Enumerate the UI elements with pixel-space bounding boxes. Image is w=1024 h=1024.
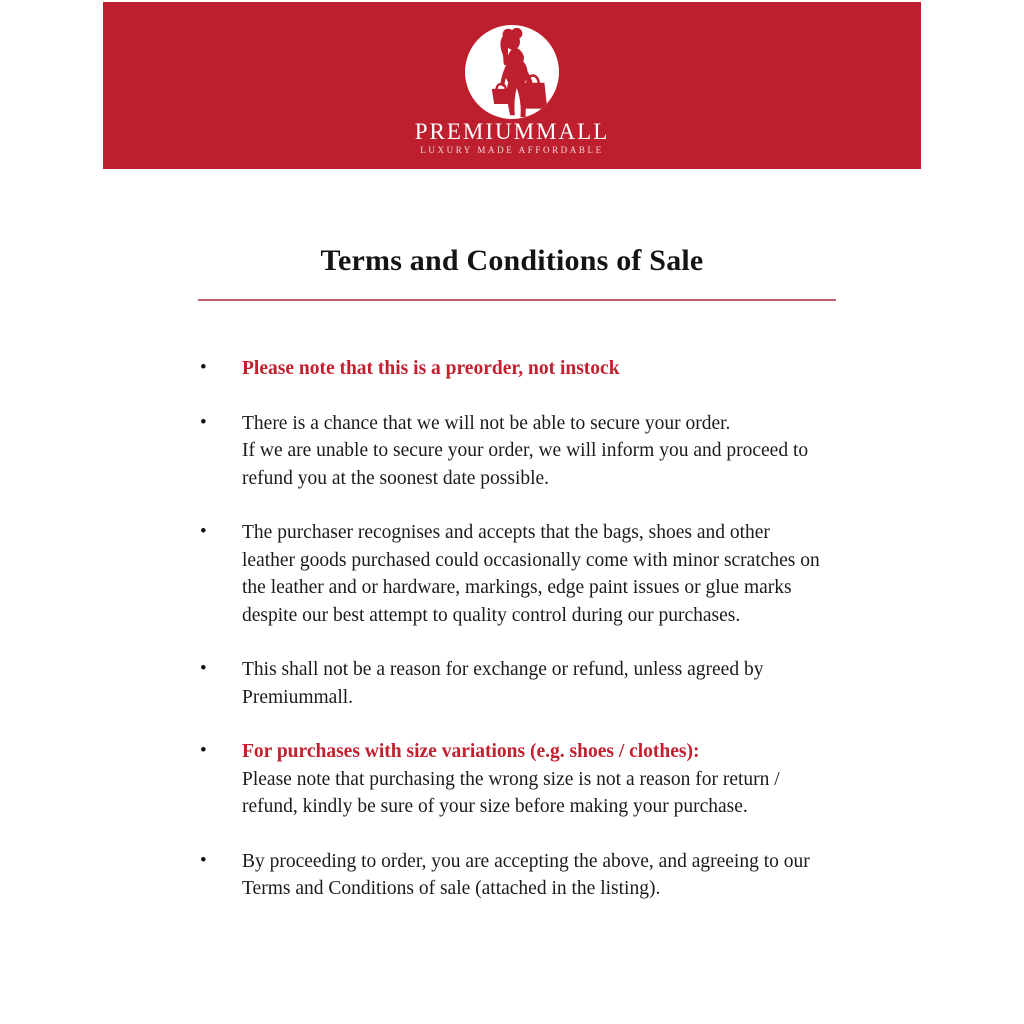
- terms-line: despite our best attempt to quality control during our purchases.: [242, 604, 741, 626]
- bullet-icon: •: [200, 411, 207, 433]
- terms-line: Please note that this is a preorder, not instock: [242, 358, 620, 379]
- terms-line: Terms and Conditions of sale (attached in the listing).: [242, 878, 661, 899]
- woman-with-shopping-bags-icon: [465, 25, 559, 119]
- brand-tagline: LUXURY MADE AFFORDABLE: [420, 145, 604, 155]
- terms-line: The purchaser recognises and accepts that the bags, shoes and other: [242, 522, 770, 543]
- terms-item: [198, 656, 840, 711]
- terms-line: Please note that purchasing the wrong size is not a reason for return /: [242, 768, 780, 790]
- terms-line: There is a chance that we will not be able to secure your order.: [242, 412, 731, 434]
- terms-line: For purchases with size variations (e.g. shoes / clothes):: [242, 741, 700, 762]
- terms-line: By proceeding to order, you are accepting the above, and agreeing to our: [242, 850, 810, 872]
- terms-item: [198, 355, 840, 383]
- bullet-icon: •: [200, 849, 207, 871]
- terms-line: the leather and or hardware, markings, edge paint issues or glue marks: [242, 577, 792, 598]
- brand-banner: [103, 2, 921, 169]
- terms-item: [198, 519, 840, 629]
- terms-line: Premiummall.: [242, 686, 354, 708]
- bullet-icon: •: [200, 521, 207, 542]
- terms-line: This shall not be a reason for exchange or refund, unless agreed by: [242, 659, 764, 680]
- bullet-icon: •: [200, 658, 207, 679]
- terms-line: refund you at the soonest date possible.: [242, 467, 550, 489]
- terms-item: [198, 848, 840, 903]
- terms-line: refund, kindly be sure of your size before making your purchase.: [242, 796, 748, 817]
- terms-item: [198, 410, 840, 493]
- bullet-icon: •: [200, 357, 207, 378]
- terms-list: [198, 355, 840, 903]
- terms-item: [198, 738, 840, 821]
- title-divider: [198, 299, 836, 301]
- terms-line: If we are unable to secure your order, we will inform you and proceed to: [242, 440, 809, 461]
- terms-line: leather goods purchased could occasionally come with minor scratches on: [242, 549, 820, 571]
- bullet-icon: •: [200, 740, 207, 761]
- page-title: Terms and Conditions of Sale: [320, 244, 704, 277]
- brand-name: PREMIUMMALL: [414, 119, 610, 144]
- document-content: [198, 243, 840, 930]
